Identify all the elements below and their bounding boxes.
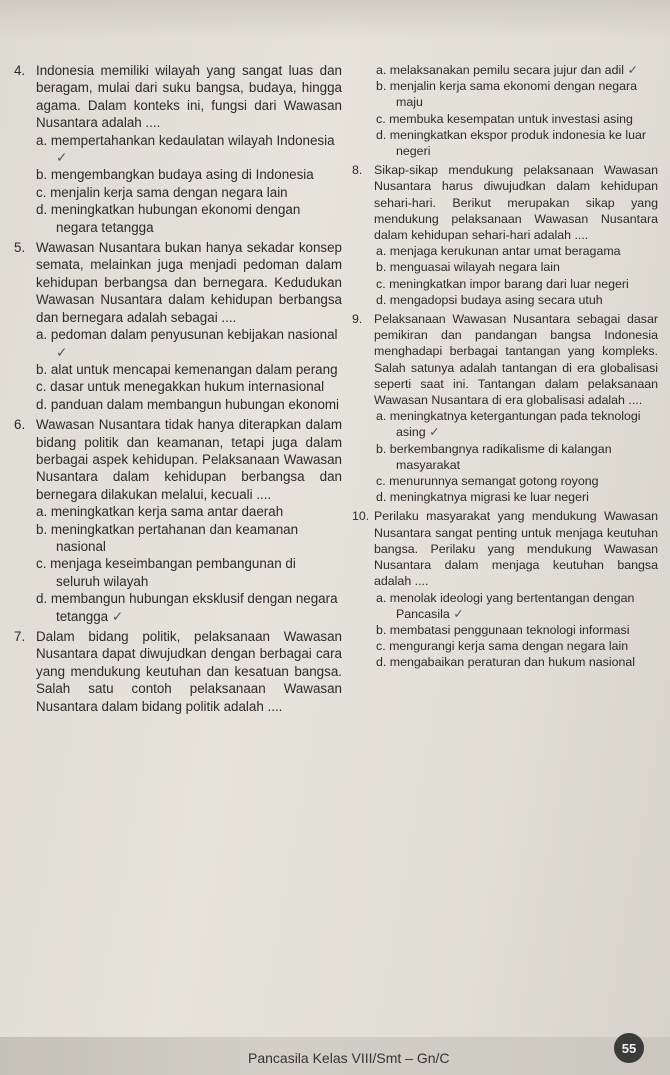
option-label: a. — [36, 327, 48, 343]
option-list — [352, 590, 658, 671]
question-text: Wawasan Nusantara tidak hanya diterapkan dalam bidang politik dan keamanan, tetapi juga dalam berbagai aspek kehidupan. Pelaksanaan Wawasan Nusantara dalam kehidupan berbangsa dan bernegara dilakukan melalui, kecuali .... — [36, 417, 342, 502]
question-text: Sikap-sikap mendukung pelaksanaan Wawasan Nusantara harus diwujudkan dalam kehidupan sehari-hari. Berikut merupakan sikap yang mendukung pelaksanaan Wawasan Nusantara dalam kehidupan sehari-hari adalah .... — [374, 163, 658, 243]
option-text: mempertahankan kedaulatan wilayah Indonesia — [50, 132, 335, 148]
question-number: 6. — [14, 417, 26, 433]
answer-option — [374, 78, 658, 110]
option-text: mengurangi kerja sama dengan negara lain — [389, 639, 629, 654]
answer-option — [374, 243, 658, 259]
answer-option — [34, 590, 342, 625]
question-stem — [14, 239, 342, 326]
question-stem — [352, 162, 658, 243]
option-text: membuka kesempatan untuk investasi asing — [389, 111, 633, 126]
option-text: menguasai wilayah negara lain — [389, 260, 560, 275]
answer-option — [374, 259, 658, 275]
option-text: menjalin kerja sama ekonomi dengan negara maju — [389, 79, 638, 110]
option-label: b. — [376, 622, 387, 637]
question-text: Pelaksanaan Wawasan Nusantara sebagai dasar pemikiran dan pandangan bangsa Indonesia menghadapi berbagai tantangan yang kompleks. Salah satunya adalah tantangan di era globalisasi seperti saat ini. Tantangan dalam pelaksanaan Wawasan Nusantara di era globalisasi adalah .... — [374, 312, 658, 408]
answer-option — [34, 132, 342, 167]
option-text: dasar untuk menegakkan hukum internasional — [50, 379, 325, 395]
option-label: a. — [36, 504, 48, 520]
question-number: 7. — [14, 629, 26, 644]
option-label: a. — [376, 244, 387, 259]
option-label: a. — [36, 132, 48, 148]
question-number: 4. — [14, 63, 26, 78]
answer-option — [374, 292, 658, 308]
option-list — [352, 408, 658, 505]
option-label: b. — [376, 260, 387, 275]
option-label: a. — [376, 409, 387, 424]
option-text: berkembangnya radikalisme di kalangan masyarakat — [389, 441, 612, 472]
option-label: c. — [376, 639, 386, 654]
answer-option — [374, 127, 658, 159]
footer-book-title: Pancasila Kelas VIII/Smt – Gn/C — [248, 1050, 450, 1066]
option-label: c. — [36, 184, 47, 200]
question-number: 9. — [352, 312, 363, 327]
option-text: mengabaikan peraturan dan hukum nasional — [389, 655, 636, 670]
option-list — [14, 326, 342, 413]
question-item — [14, 239, 342, 413]
question-stem — [14, 62, 342, 132]
page-footer — [0, 1037, 670, 1075]
check-mark-icon: ✓ — [453, 606, 464, 621]
option-text: menurunnya semangat gotong royong — [389, 474, 599, 489]
question-number: 10. — [352, 509, 370, 524]
answer-option — [34, 201, 342, 236]
option-label: c. — [376, 276, 386, 291]
answer-option — [34, 184, 342, 201]
question-item — [14, 62, 342, 236]
question-text: Indonesia memiliki wilayah yang sangat luas dan beragam, mulai dari suku bangsa, budaya, hingga agama. Dalam konteks ini, fungsi dari Wawasan Nusantara adalah .... — [36, 63, 342, 131]
option-text: membangun hubungan eksklusif dengan negara tetangga — [50, 591, 338, 624]
page-fold-shadow — [0, 0, 670, 40]
option-text: mengadopsi budaya asing secara utuh — [389, 292, 603, 307]
option-label: b. — [376, 441, 387, 456]
question-text: Wawasan Nusantara bukan hanya sekadar konsep semata, melainkan juga menjadi pedoman dalam kehidupan berbangsa dan bernegara. Kedudukan Wawasan Nusantara dalam kehidupan berbangsa dan bernegara adalah sebagai .... — [36, 240, 342, 325]
option-list — [352, 243, 658, 308]
option-label: d. — [36, 202, 48, 218]
right-column — [352, 62, 658, 674]
answer-option — [374, 473, 658, 489]
question-item — [14, 628, 342, 715]
option-text: melaksanakan pemilu secara jujur dan adil — [389, 63, 624, 77]
option-text: menjaga keseimbangan pembangunan di seluruh wilayah — [50, 556, 296, 589]
check-mark-icon: ✓ — [111, 608, 124, 624]
answer-option — [34, 361, 342, 378]
answer-option — [374, 638, 658, 654]
option-text: meningkatnya migrasi ke luar negeri — [389, 490, 589, 505]
option-label: d. — [36, 396, 48, 412]
option-text: pedoman dalam penyusunan kebijakan nasional — [50, 327, 338, 343]
question-item — [352, 508, 658, 670]
option-label: d. — [376, 292, 387, 307]
answer-option — [34, 166, 342, 183]
answer-option — [374, 590, 658, 622]
check-mark-icon: ✓ — [429, 425, 440, 440]
question-stem — [14, 628, 342, 715]
answer-option — [374, 276, 658, 292]
answer-option — [34, 378, 342, 395]
question-item — [352, 162, 658, 308]
answer-option — [34, 521, 342, 556]
option-label: d. — [376, 490, 387, 505]
question-text: Dalam bidang politik, pelaksanaan Wawasan Nusantara dapat diwujudkan dengan berbagai cara yang mendukung keutuhan dan kesatuan bangsa. Salah satu contoh pelaksanaan Wawasan Nusantara dalam bidang politik adalah .... — [36, 629, 342, 714]
option-text: meningkatkan impor barang dari luar negeri — [389, 276, 629, 291]
question-item — [352, 311, 658, 505]
option-list — [14, 503, 342, 625]
option-label: d. — [376, 655, 387, 670]
option-text: membatasi penggunaan teknologi informasi — [389, 622, 630, 637]
answer-option — [374, 111, 658, 127]
option-label: b. — [376, 79, 387, 94]
option-text: meningkatnya ketergantungan pada teknologi asing — [389, 409, 641, 440]
option-label: b. — [36, 361, 48, 377]
question-stem — [352, 311, 658, 408]
answer-option — [34, 396, 342, 413]
option-label: d. — [36, 591, 48, 607]
question-number: 8. — [352, 163, 363, 178]
question-number: 5. — [14, 240, 26, 256]
answer-option — [374, 489, 658, 505]
option-list — [14, 132, 342, 236]
question-item — [352, 62, 658, 159]
option-text: meningkatkan pertahanan dan keamanan nasional — [50, 521, 299, 554]
answer-option — [374, 654, 658, 670]
option-text: meningkatkan ekspor produk indonesia ke luar negeri — [389, 127, 647, 159]
option-label: c. — [376, 111, 386, 126]
option-label: c. — [376, 474, 386, 489]
answer-option — [374, 441, 658, 473]
question-text: Perilaku masyarakat yang mendukung Wawasan Nusantara sangat penting untuk menjaga keutuhan bangsa. Perilaku yang mendukung Wawasan Nusantara dalam menjaga keutuhan bangsa adalah .... — [374, 509, 658, 589]
left-column — [14, 62, 342, 718]
answer-option — [34, 503, 342, 520]
question-item — [14, 416, 342, 625]
check-mark-icon: ✓ — [56, 150, 68, 166]
check-mark-icon: ✓ — [56, 344, 68, 360]
option-text: menjaga kerukunan antar umat beragama — [389, 244, 621, 259]
option-label: a. — [376, 63, 387, 77]
check-mark-icon: ✓ — [627, 63, 638, 77]
option-text: meningkatkan hubungan ekonomi dengan negara tetangga — [50, 202, 301, 235]
option-label: c. — [36, 379, 47, 395]
answer-option — [374, 622, 658, 638]
option-label: b. — [36, 521, 48, 537]
option-text: alat untuk mencapai kemenangan dalam perang — [50, 361, 338, 377]
question-stem — [352, 508, 658, 589]
option-text: menolak ideologi yang bertentangan dengan Pancasila — [389, 590, 635, 621]
answer-option — [374, 408, 658, 440]
option-label: b. — [36, 167, 48, 183]
answer-option — [34, 326, 342, 361]
option-text: menjalin kerja sama dengan negara lain — [50, 184, 288, 200]
option-text: panduan dalam membangun hubungan ekonomi — [50, 396, 340, 412]
option-label: d. — [376, 127, 387, 142]
option-text: mengembangkan budaya asing di Indonesia — [50, 167, 314, 183]
option-label: c. — [36, 556, 47, 572]
answer-option — [374, 62, 658, 78]
page-number-badge: 55 — [614, 1033, 644, 1063]
option-text: meningkatkan kerja sama antar daerah — [50, 504, 284, 520]
option-label: a. — [376, 590, 387, 605]
option-list — [352, 62, 658, 159]
question-stem — [14, 416, 342, 503]
answer-option — [34, 555, 342, 590]
